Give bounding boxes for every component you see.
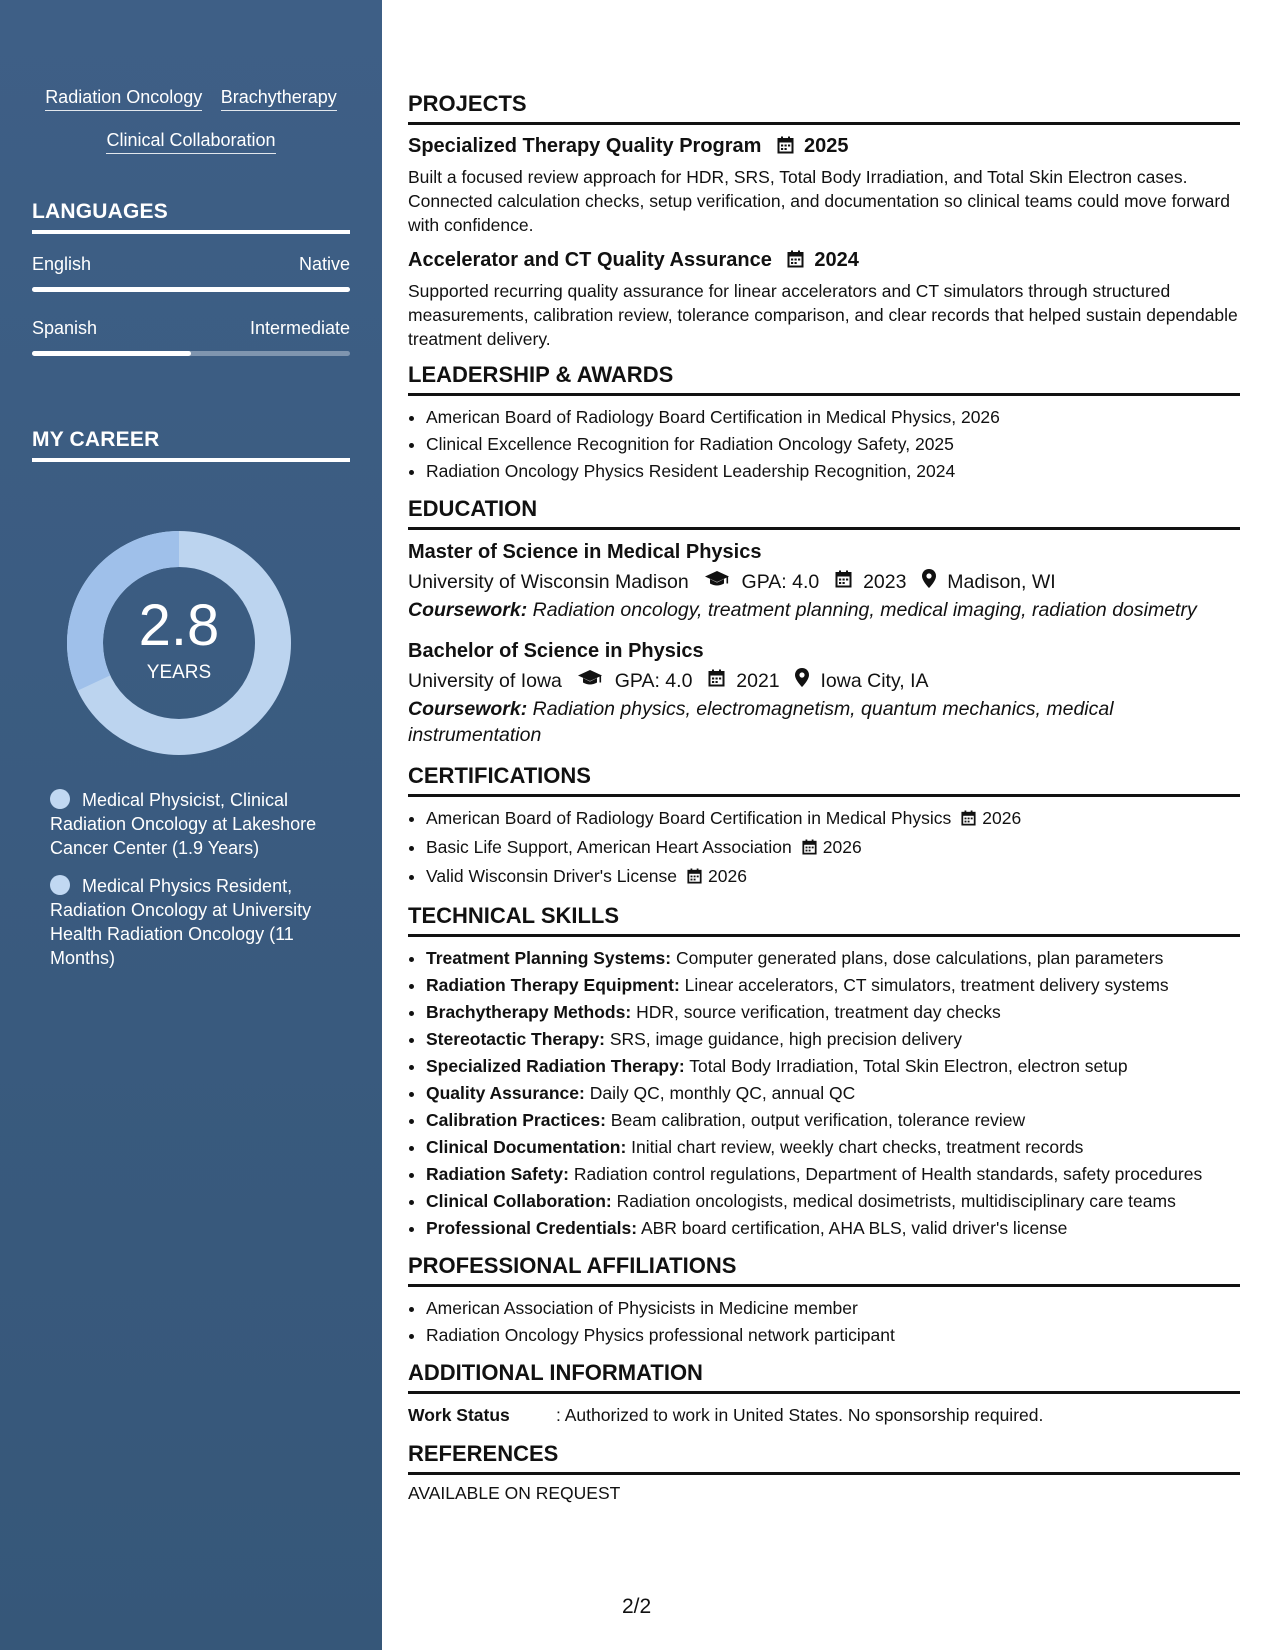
certification-year: 2026 bbox=[708, 865, 747, 886]
education-year: 2023 bbox=[863, 570, 907, 593]
calendar-icon bbox=[835, 567, 852, 597]
leadership-list bbox=[408, 404, 1240, 485]
career-list bbox=[50, 788, 340, 984]
languages-heading: LANGUAGES bbox=[32, 200, 350, 234]
skill-text: Total Body Irradiation, Total Skin Electron, electron setup bbox=[689, 1055, 1128, 1076]
skill-item bbox=[426, 945, 1240, 972]
additional-heading: ADDITIONAL INFORMATION bbox=[408, 1359, 1240, 1394]
graduation-cap-icon bbox=[704, 567, 730, 597]
graduation-cap-icon bbox=[577, 666, 603, 696]
skill-item bbox=[426, 1215, 1240, 1242]
skill-text: Initial chart review, weekly chart checks, treatment records bbox=[631, 1136, 1084, 1157]
list-item: • Radiation Oncology Physics Resident Leadership Recognition, 2024 bbox=[426, 458, 1240, 485]
education-gpa: GPA: 4.0 bbox=[741, 570, 820, 593]
work-status-label: Work Status bbox=[408, 1404, 510, 1425]
skill-label: Specialized Radiation Therapy: bbox=[426, 1055, 685, 1076]
career-years-value: 2.8 bbox=[138, 593, 220, 658]
certification-item bbox=[426, 834, 1240, 863]
language-name: Spanish bbox=[32, 318, 98, 338]
career-item-text: Medical Physics Resident, Radiation Oncology at University Health Radiation Oncology (11 Months) bbox=[50, 876, 312, 968]
certification-item bbox=[426, 805, 1240, 834]
project-year: 2025 bbox=[804, 135, 849, 157]
skill-label: Professional Credentials: bbox=[426, 1217, 638, 1238]
work-status-value: : Authorized to work in United States. No sponsorship required. bbox=[556, 1404, 1044, 1425]
leadership-heading: LEADERSHIP & AWARDS bbox=[408, 361, 1240, 396]
skill-item bbox=[426, 999, 1240, 1026]
skill-text: Beam calibration, output verification, tolerance review bbox=[610, 1109, 1026, 1130]
skill-label: Clinical Collaboration: bbox=[426, 1190, 612, 1211]
languages-section bbox=[32, 200, 350, 356]
skill-item bbox=[426, 1026, 1240, 1053]
skills-heading: TECHNICAL SKILLS bbox=[408, 902, 1240, 937]
project-title bbox=[408, 133, 1240, 161]
certification-year: 2026 bbox=[822, 836, 862, 857]
skill-text: SRS, image guidance, high precision delivery bbox=[609, 1028, 962, 1049]
certification-item bbox=[426, 863, 1240, 892]
coursework-label: Coursework: bbox=[408, 598, 528, 621]
skill-label: Stereotactic Therapy: bbox=[426, 1028, 605, 1049]
skill-item bbox=[426, 1053, 1240, 1080]
skill-label: Treatment Planning Systems: bbox=[426, 947, 672, 968]
education-coursework bbox=[408, 696, 1240, 748]
education-heading: EDUCATION bbox=[408, 495, 1240, 530]
calendar-icon bbox=[687, 865, 702, 892]
list-item: • Radiation Oncology Physics professional network participant bbox=[426, 1322, 1240, 1349]
sidebar bbox=[0, 0, 382, 1650]
skill-text: HDR, source verification, treatment day checks bbox=[636, 1001, 1001, 1022]
coursework-label: Coursework: bbox=[408, 697, 528, 720]
education-details bbox=[408, 566, 1240, 597]
skill-item bbox=[426, 1188, 1240, 1215]
skill-text: Radiation control regulations, Department of Health standards, safety procedures bbox=[573, 1163, 1203, 1184]
location-pin-icon bbox=[795, 666, 809, 696]
references-heading: REFERENCES bbox=[408, 1440, 1240, 1475]
education-school: University of Wisconsin Madison bbox=[408, 570, 689, 593]
work-status bbox=[408, 1402, 1240, 1428]
education-details bbox=[408, 665, 1240, 696]
career-heading: MY CAREER bbox=[32, 428, 350, 462]
calendar-icon bbox=[961, 807, 976, 834]
certifications-list bbox=[408, 805, 1240, 892]
coursework-text: Radiation physics, electromagnetism, quantum mechanics, medical instrumentation bbox=[408, 697, 1114, 746]
language-bar bbox=[32, 351, 350, 356]
language-row bbox=[32, 318, 350, 339]
education-location: Madison, WI bbox=[947, 570, 1056, 593]
list-item: • Clinical Excellence Recognition for Radiation Oncology Safety, 2025 bbox=[426, 431, 1240, 458]
skill-label: Calibration Practices: bbox=[426, 1109, 606, 1130]
education-gpa: GPA: 4.0 bbox=[614, 669, 693, 692]
education-year: 2021 bbox=[736, 669, 780, 692]
skill-label: Clinical Documentation: bbox=[426, 1136, 627, 1157]
education-location: Iowa City, IA bbox=[820, 669, 929, 692]
skill-text: ABR board certification, AHA BLS, valid driver's license bbox=[640, 1217, 1068, 1238]
certification-name: American Board of Radiology Board Certification in Medical Physics bbox=[426, 807, 952, 828]
calendar-icon bbox=[802, 836, 817, 863]
skills-list bbox=[408, 945, 1240, 1242]
career-item-text: Medical Physicist, Clinical Radiation Oncology at Lakeshore Cancer Center (1.9 Years) bbox=[50, 790, 317, 858]
skill-label: Brachytherapy Methods: bbox=[426, 1001, 632, 1022]
skill-item bbox=[426, 1161, 1240, 1188]
language-bar bbox=[32, 287, 350, 292]
affiliations-heading: PROFESSIONAL AFFILIATIONS bbox=[408, 1252, 1240, 1287]
references-text: AVAILABLE ON REQUEST bbox=[408, 1482, 621, 1503]
career-item bbox=[50, 788, 340, 860]
project-description: Supported recurring quality assurance for linear accelerators and CT simulators through structured measurements, calibration review, tolerance comparison, and clear records that helped sustain dependable treatment delivery. bbox=[408, 281, 1238, 349]
main-content bbox=[408, 90, 1240, 1504]
career-years-label: YEARS bbox=[146, 662, 212, 683]
language-bar-fill bbox=[32, 287, 350, 292]
skill-text: Computer generated plans, dose calculations, plan parameters bbox=[675, 947, 1164, 968]
calendar-icon bbox=[777, 135, 794, 161]
certification-name: Basic Life Support, American Heart Association bbox=[426, 836, 792, 857]
list-item: • American Association of Physicists in Medicine member bbox=[426, 1295, 1240, 1322]
skill-tags bbox=[26, 86, 356, 172]
education-coursework bbox=[408, 597, 1240, 623]
project-title bbox=[408, 247, 1240, 275]
skill-tag: Clinical Collaboration bbox=[106, 129, 275, 154]
bullet-dot-icon bbox=[50, 789, 70, 809]
project-name: Accelerator and CT Quality Assurance bbox=[408, 249, 772, 271]
skill-label: Radiation Therapy Equipment: bbox=[426, 974, 680, 995]
page-number: 2/2 bbox=[622, 1595, 652, 1618]
language-row bbox=[32, 254, 350, 275]
project-year: 2024 bbox=[814, 249, 859, 271]
calendar-icon bbox=[708, 666, 725, 696]
certification-year: 2026 bbox=[982, 807, 1022, 828]
skill-label: Radiation Safety: bbox=[426, 1163, 569, 1184]
skill-item bbox=[426, 972, 1240, 999]
project-name: Specialized Therapy Quality Program bbox=[408, 135, 762, 157]
certifications-heading: CERTIFICATIONS bbox=[408, 762, 1240, 797]
skill-text: Linear accelerators, CT simulators, treatment delivery systems bbox=[684, 974, 1169, 995]
skill-item bbox=[426, 1107, 1240, 1134]
skill-item bbox=[426, 1134, 1240, 1161]
career-donut-chart bbox=[66, 530, 292, 756]
education-degree: Bachelor of Science in Physics bbox=[408, 639, 704, 662]
coursework-text: Radiation oncology, treatment planning, medical imaging, radiation dosimetry bbox=[532, 598, 1197, 621]
affiliations-list bbox=[408, 1295, 1240, 1349]
career-item bbox=[50, 874, 340, 970]
language-level: Native bbox=[298, 254, 350, 274]
skill-text: Daily QC, monthly QC, annual QC bbox=[589, 1082, 856, 1103]
education-degree: Master of Science in Medical Physics bbox=[408, 541, 762, 563]
language-name: English bbox=[32, 254, 92, 274]
language-bar-fill bbox=[32, 351, 191, 356]
project-description: Built a focused review approach for HDR, SRS, Total Body Irradiation, and Total Skin Electron cases. Connected calculation checks, setup verification, and documentation so clinical teams could move forward with confidence. bbox=[408, 167, 1230, 235]
list-item: • American Board of Radiology Board Certification in Medical Physics, 2026 bbox=[426, 404, 1240, 431]
calendar-icon bbox=[787, 249, 804, 275]
certification-name: Valid Wisconsin Driver's License bbox=[426, 865, 678, 886]
skill-item bbox=[426, 1080, 1240, 1107]
skill-label: Quality Assurance: bbox=[426, 1082, 585, 1103]
projects-heading: PROJECTS bbox=[408, 90, 1240, 125]
location-pin-icon bbox=[922, 567, 936, 597]
education-school: University of Iowa bbox=[408, 669, 562, 692]
skill-tag: Radiation Oncology bbox=[45, 86, 202, 111]
career-section bbox=[32, 428, 350, 462]
bullet-dot-icon bbox=[50, 875, 70, 895]
skill-text: Radiation oncologists, medical dosimetrists, multidisciplinary care teams bbox=[616, 1190, 1176, 1211]
language-level: Intermediate bbox=[249, 318, 350, 338]
skill-tag: Brachytherapy bbox=[221, 86, 337, 111]
